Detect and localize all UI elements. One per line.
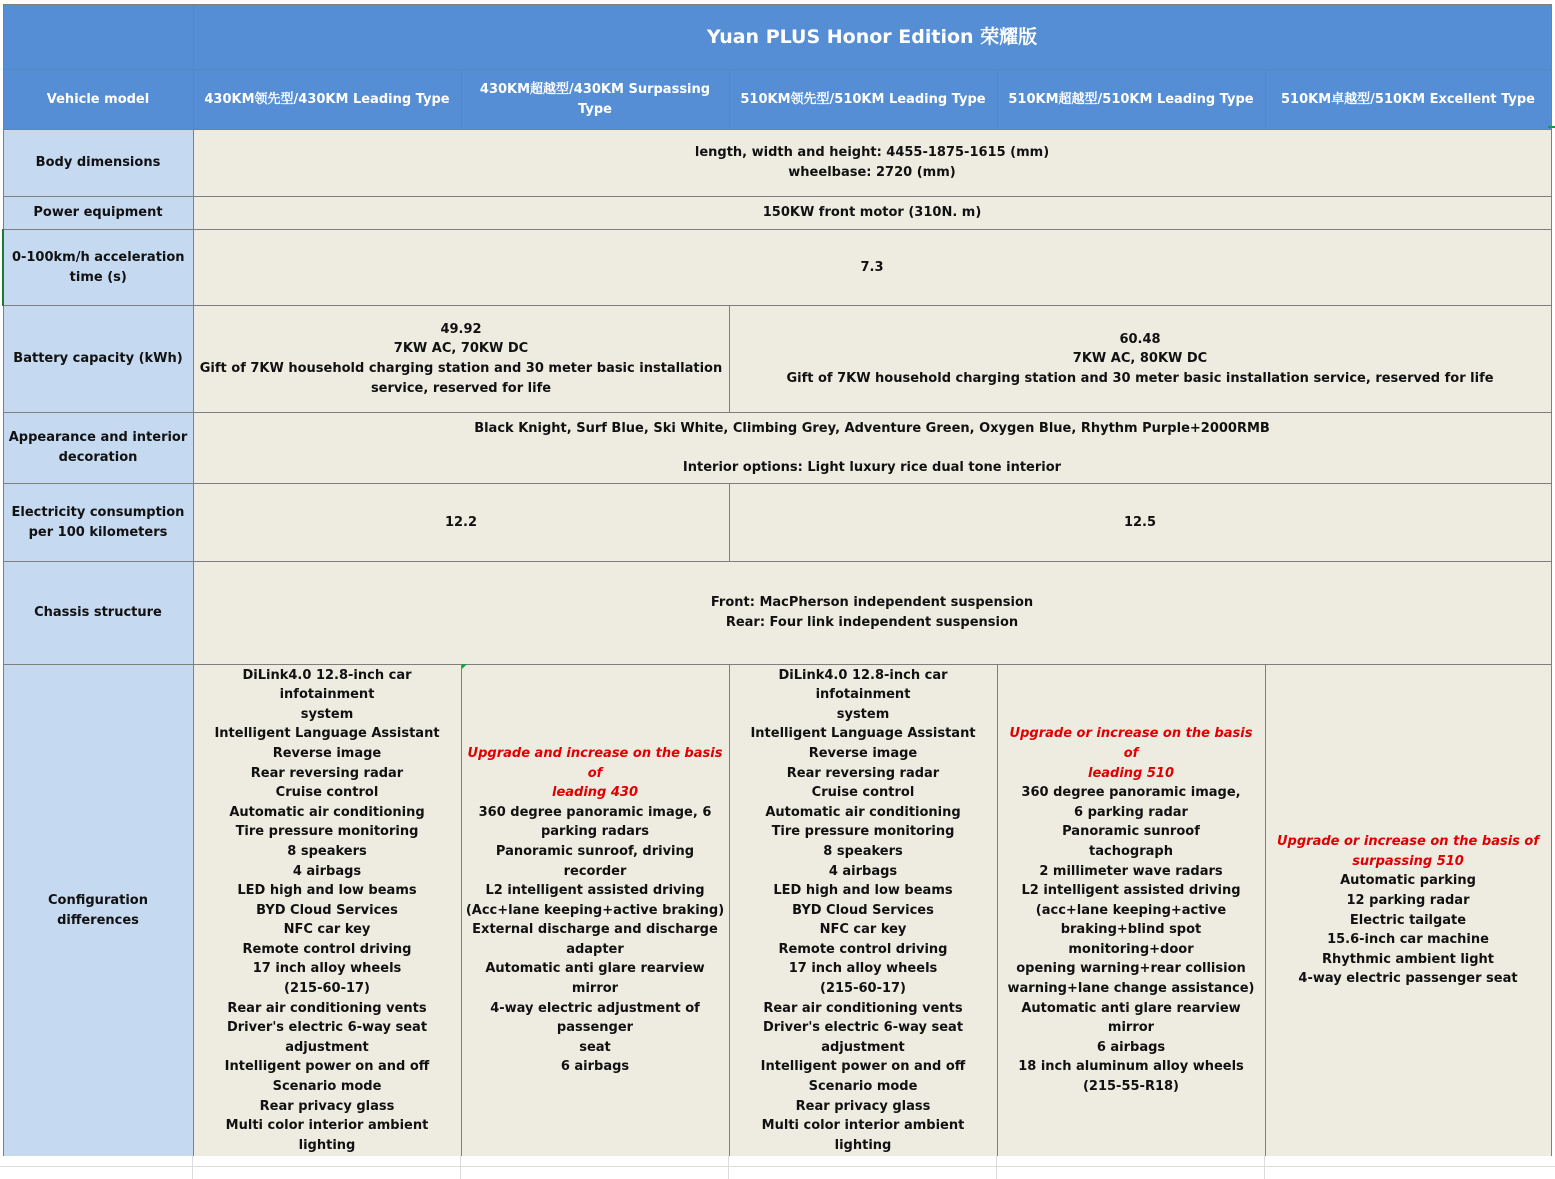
- power-equipment-label[interactable]: Power equipment: [3, 197, 193, 230]
- config-510-excellent[interactable]: [1265, 665, 1551, 1157]
- config-feature-line: Remote control driving: [778, 941, 948, 957]
- grid-line: [0, 1166, 1555, 1167]
- body-dimensions-row: [3, 130, 1551, 197]
- title-row: [3, 5, 1551, 70]
- config-feature-line: Rear air conditioning vents: [227, 1000, 427, 1016]
- acceleration-row: [3, 230, 1551, 306]
- config-feature-line: Automatic air conditioning: [765, 804, 961, 820]
- upgrade-note-line: Upgrade or increase on the basis of: [1009, 726, 1253, 761]
- grid-line: [996, 1156, 997, 1179]
- title-corner-cell[interactable]: [3, 5, 193, 70]
- config-feature-line: Intelligent power on and off: [760, 1059, 966, 1075]
- config-feature-line: 8 speakers: [287, 843, 367, 859]
- config-feature-line: opening warning+rear collision: [1016, 961, 1246, 977]
- dimensions-line: length, width and height: 4455-1875-1615 (mm): [694, 145, 1050, 161]
- config-feature-line: 17 inch alloy wheels: [252, 961, 402, 977]
- battery-value-510[interactable]: [729, 306, 1551, 413]
- grid-line: [460, 1156, 461, 1179]
- config-feature-line: parking radars: [540, 824, 650, 840]
- config-feature-line: Multi color interior ambient lighting: [761, 1118, 965, 1153]
- config-feature-line: braking+blind spot monitoring+door: [1060, 922, 1202, 957]
- column-header-2[interactable]: 430KM超越型/430KM Surpassing Type: [461, 70, 729, 130]
- config-feature-line: BYD Cloud Services: [792, 902, 934, 918]
- config-feature-line: Intelligent Language Assistant: [214, 726, 440, 742]
- config-feature-line: Remote control driving: [242, 941, 412, 957]
- column-header-1[interactable]: 430KM领先型/430KM Leading Type: [193, 70, 461, 130]
- config-feature-line: 12 parking radar: [1346, 892, 1470, 908]
- config-feature-line: Rear privacy glass: [259, 1098, 395, 1114]
- config-feature-line: warning+lane change assistance): [1007, 981, 1255, 997]
- config-feature-line: Automatic anti glare rearview mirror: [485, 961, 705, 997]
- config-feature-line: 18 inch aluminum alloy wheels: [1018, 1059, 1244, 1075]
- config-feature-line: 4-way electric passenger seat: [1298, 971, 1518, 987]
- config-510-surpassing[interactable]: [997, 665, 1265, 1157]
- appearance-value[interactable]: [193, 413, 1551, 484]
- charging-spec-510: 7KW AC, 80KW DC: [1072, 351, 1208, 367]
- grid-line: [192, 1156, 193, 1179]
- charging-gift-510: Gift of 7KW household charging station and 30 meter basic installation service, reserved for life: [786, 370, 1494, 386]
- upgrade-note-line: leading 430: [551, 785, 639, 801]
- interior-options: Interior options: Light luxury rice dual tone interior: [682, 459, 1062, 475]
- acceleration-label[interactable]: 0-100km/h acceleration time (s): [3, 230, 193, 306]
- config-feature-line: Intelligent Language Assistant: [750, 726, 976, 742]
- config-feature-line: 2 millimeter wave radars: [1039, 863, 1223, 879]
- consumption-value-510[interactable]: 12.5: [729, 484, 1551, 562]
- config-510-leading[interactable]: [729, 665, 997, 1157]
- config-feature-line: (215-60-17): [820, 981, 906, 997]
- vehicle-model-label[interactable]: Vehicle model: [3, 70, 193, 130]
- config-feature-line: 360 degree panoramic image, 6: [478, 804, 712, 820]
- config-feature-line: 4 airbags: [292, 863, 362, 879]
- config-feature-line: NFC car key: [819, 922, 907, 938]
- config-feature-line: Tire pressure monitoring: [771, 824, 955, 840]
- upgrade-note-line: surpassing 510: [1352, 853, 1464, 869]
- config-feature-line: (215-60-17): [284, 981, 370, 997]
- config-feature-line: 6 parking radar: [1074, 804, 1188, 820]
- config-feature-line: NFC car key: [283, 922, 371, 938]
- spec-table: [2, 4, 1552, 1157]
- consumption-value-430[interactable]: 12.2: [193, 484, 729, 562]
- config-feature-line: DiLink4.0 12.8-inch car infotainment: [242, 667, 412, 703]
- charging-gift-430: Gift of 7KW household charging station and 30 meter basic installation service, reserved for life: [199, 361, 723, 396]
- power-equipment-row: [3, 197, 1551, 230]
- config-feature-line: Rear privacy glass: [795, 1098, 931, 1114]
- config-feature-line: Multi color interior ambient lighting: [225, 1118, 429, 1153]
- battery-capacity-430: 49.92: [440, 321, 482, 337]
- config-feature-line: L2 intelligent assisted driving: [485, 883, 705, 899]
- config-feature-line: Panoramic sunroof: [1062, 824, 1200, 840]
- config-feature-line: adapter: [566, 941, 624, 957]
- charging-spec-430: 7KW AC, 70KW DC: [393, 341, 529, 357]
- appearance-row: [3, 413, 1551, 484]
- config-feature-line: 8 speakers: [823, 843, 903, 859]
- config-feature-line: Automatic anti glare rearview mirror: [1021, 1000, 1241, 1036]
- config-feature-line: 15.6-inch car machine: [1327, 932, 1489, 948]
- config-feature-line: Rear air conditioning vents: [763, 1000, 963, 1016]
- config-feature-line: Intelligent power on and off: [224, 1059, 430, 1075]
- column-header-5[interactable]: 510KM卓越型/510KM Excellent Type: [1265, 70, 1551, 130]
- config-feature-line: Electric tailgate: [1349, 912, 1467, 928]
- battery-row: [3, 306, 1551, 413]
- config-feature-line: DiLink4.0 12.8-inch car infotainment: [778, 667, 948, 703]
- config-feature-line: Rhythmic ambient light: [1321, 951, 1495, 967]
- config-feature-line: Scenario mode: [808, 1079, 918, 1095]
- rear-suspension: Rear: Four link independent suspension: [725, 615, 1019, 630]
- selection-edge: [1548, 126, 1555, 128]
- config-feature-line: Panoramic sunroof, driving recorder: [495, 843, 695, 879]
- configuration-label[interactable]: Configuration differences: [3, 665, 193, 1157]
- grid-line: [1264, 1156, 1265, 1179]
- consumption-label[interactable]: Electricity consumption per 100 kilometers: [3, 484, 193, 562]
- column-header-3[interactable]: 510KM领先型/510KM Leading Type: [729, 70, 997, 130]
- config-feature-line: 360 degree panoramic image,: [1021, 785, 1241, 801]
- acceleration-value[interactable]: 7.3: [193, 230, 1551, 306]
- chassis-label[interactable]: Chassis structure: [3, 562, 193, 665]
- appearance-label[interactable]: Appearance and interior decoration: [3, 413, 193, 484]
- config-feature-line: External discharge and discharge: [472, 922, 718, 938]
- config-feature-line: system: [300, 706, 354, 722]
- config-feature-line: (215-55-R18): [1082, 1079, 1179, 1095]
- config-feature-line: BYD Cloud Services: [256, 902, 398, 918]
- config-feature-line: Scenario mode: [272, 1079, 382, 1095]
- empty-grid-row: [0, 1156, 1555, 1179]
- column-header-4[interactable]: 510KM超越型/510KM Leading Type: [997, 70, 1265, 130]
- config-feature-line: 6 airbags: [1096, 1039, 1166, 1055]
- config-feature-line: Driver's electric 6-way seat adjustment: [226, 1020, 428, 1055]
- config-feature-line: Cruise control: [811, 785, 915, 801]
- config-feature-line: Reverse image: [272, 745, 382, 761]
- consumption-row: [3, 484, 1551, 562]
- battery-value-430[interactable]: [193, 306, 729, 413]
- config-feature-line: Rear reversing radar: [250, 765, 404, 781]
- power-equipment-value[interactable]: 150KW front motor (310N. m): [193, 197, 1551, 230]
- config-feature-line: Driver's electric 6-way seat adjustment: [762, 1020, 964, 1055]
- configuration-row: [3, 665, 1551, 1157]
- config-feature-line: LED high and low beams: [773, 883, 953, 899]
- chassis-row: [3, 562, 1551, 665]
- header-row: [3, 70, 1551, 130]
- battery-label[interactable]: Battery capacity (kWh): [3, 306, 193, 413]
- config-feature-line: LED high and low beams: [237, 883, 417, 899]
- config-feature-line: seat: [579, 1039, 611, 1055]
- battery-capacity-510: 60.48: [1119, 331, 1161, 347]
- grid-line: [728, 1156, 729, 1179]
- upgrade-note-line: leading 510: [1087, 765, 1175, 781]
- body-dimensions-label[interactable]: Body dimensions: [3, 130, 193, 197]
- config-feature-line: tachograph: [1089, 843, 1173, 859]
- config-feature-line: Automatic parking: [1340, 873, 1476, 889]
- config-430-surpassing[interactable]: [461, 665, 729, 1157]
- wheelbase-line: wheelbase: 2720 (mm): [788, 165, 956, 180]
- config-feature-line: 6 airbags: [560, 1059, 630, 1075]
- config-feature-line: 4 airbags: [828, 863, 898, 879]
- body-dimensions-value[interactable]: [193, 130, 1551, 197]
- blank-line: [197, 438, 1548, 458]
- chassis-value[interactable]: [193, 562, 1551, 665]
- front-suspension: Front: MacPherson independent suspension: [710, 595, 1034, 611]
- comment-indicator: [462, 664, 467, 669]
- config-feature-line: 17 inch alloy wheels: [788, 961, 938, 977]
- table-title[interactable]: Yuan PLUS Honor Edition 荣耀版: [193, 5, 1551, 70]
- config-feature-line: (acc+lane keeping+active: [1035, 902, 1227, 918]
- config-feature-line: Automatic air conditioning: [229, 804, 425, 820]
- config-feature-line: Tire pressure monitoring: [235, 824, 419, 840]
- config-430-leading[interactable]: [193, 665, 461, 1157]
- upgrade-note-line: Upgrade or increase on the basis of: [1277, 834, 1540, 850]
- config-feature-line: (Acc+lane keeping+active braking): [465, 902, 725, 918]
- upgrade-note-line: Upgrade and increase on the basis of: [467, 745, 723, 781]
- config-feature-line: Reverse image: [808, 745, 918, 761]
- config-feature-line: L2 intelligent assisted driving: [1021, 883, 1241, 899]
- config-feature-line: Rear reversing radar: [786, 765, 940, 781]
- exterior-colors: Black Knight, Surf Blue, Ski White, Climbing Grey, Adventure Green, Oxygen Blue, Rhythm Purple+2000RMB: [474, 420, 1270, 436]
- config-feature-line: system: [836, 706, 890, 722]
- config-feature-line: 4-way electric adjustment of passenger: [490, 1000, 700, 1036]
- config-feature-line: Cruise control: [275, 785, 379, 801]
